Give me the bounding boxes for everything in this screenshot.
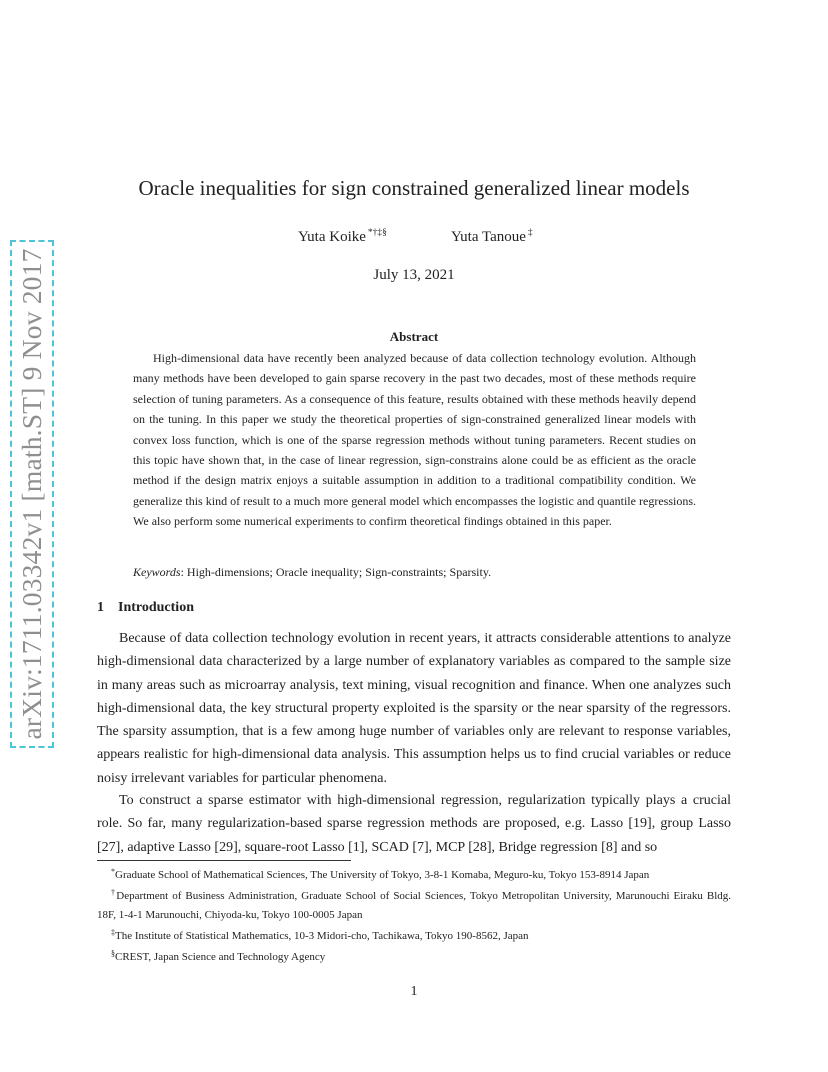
page-number: 1 [410,984,418,999]
author-2-name: Yuta Tanoue [451,229,526,245]
author-2 [451,228,533,246]
footnote-text: CREST, Japan Science and Technology Agency [115,951,326,964]
arxiv-stamp [10,240,54,748]
abstract-body: High-dimensional data have recently been analyzed because of data collection technology evolution. Although many methods have been developed to gain sparse recovery in the past two decades, most of these methods require selection of tuning parameters. As a consequence of this feature, results obtained with these methods heavily depend on the tuning. In this paper we study the theoretical properties of sign-constrained generalized linear models with convex loss function, which is one of the sparse regression methods without tuning parameters. Recent studies on this topic have shown that, in the case of linear regression, sign-constrains alone could be as efficient as the oracle method if the design matrix enjoys a suitable assumption in addition to a traditional compatibility condition. We generalize this kind of result to a much more general model which encompasses the logistic and quantile regressions. We also perform some numerical experiments to confirm theoretical findings obtained in this paper. [133,351,696,529]
abstract-heading: Abstract [389,329,439,344]
footnote-text: Graduate School of Mathematical Sciences, The University of Tokyo, 3-8-1 Komaba, Meguro-ku, Tokyo 153-8914 Japan [115,869,650,881]
author-1-name: Yuta Koike [298,229,366,245]
footnote-text: The Institute of Statistical Mathematics, 10-3 Midori-cho, Tachikawa, Tokyo 190-8562, Japan [115,929,529,942]
body-paragraph: To construct a sparse estimator with high-dimensional regression, regularization typically plays a crucial role. So far, many regularization-based sparse regression methods are proposed, e.g. Lasso [19], group Lasso [27], adaptive Lasso [29], square-root Lasso [1], SCAD [7], MCP [28], Bridge regression [8] and so [97,793,731,855]
paper-date: July 13, 2021 [373,267,455,283]
keywords-label: Keywords [133,565,181,579]
footnote-mark: ‡ [111,927,115,937]
author-1 [298,228,387,246]
footnote-mark: * [111,867,115,876]
section-title: Introduction [118,600,194,615]
footnote [97,863,731,884]
section-heading [97,600,194,616]
footnote-rule [97,860,351,861]
footnote [97,924,731,945]
keywords [133,565,491,580]
paper-title: Oracle inequalities for sign constrained generalized linear models [138,176,690,200]
footnotes [97,863,731,966]
footnote [97,945,731,966]
footnote [97,884,731,924]
author-2-marks: ‡ [527,228,533,238]
arxiv-stamp-text: arXiv:1711.03342v1 [math.ST] 9 Nov 2017 [16,248,47,740]
footnote-mark: § [111,949,115,959]
keywords-text: : High-dimensions; Oracle inequality; Sign-constraints; Sparsity. [180,565,492,579]
author-1-marks: *†‡§ [367,228,387,238]
footnote-mark: † [111,888,117,898]
footnote-text: Department of Business Administration, Graduate School of Social Sciences, Tokyo Metropolitan University, Marunouchi Eiraku Bldg. 18F, 1-4-1 Marunouchi, Chiyoda-ku, Tokyo 100-0005 Japan [97,890,731,921]
body-paragraph: Because of data collection technology evolution in recent years, it attracts considerable attentions to analyze high-dimensional data characterized by a large number of explanatory variables as compared to the sample size in many areas such as microarray analysis, text mining, visual recognition and finance. When one analyzes such high-dimensional data, the key structural property exploited is the sparsity or the near sparsity of the regressors. The sparsity assumption, that is a few among huge number of variables only are relevant to response variables, appears realistic for high-dimensional data analysis. This assumption helps us to find crucial variables or reduce noisy irrelevant variables for particular phenomena. [97,631,731,786]
section-number: 1 [97,600,104,615]
